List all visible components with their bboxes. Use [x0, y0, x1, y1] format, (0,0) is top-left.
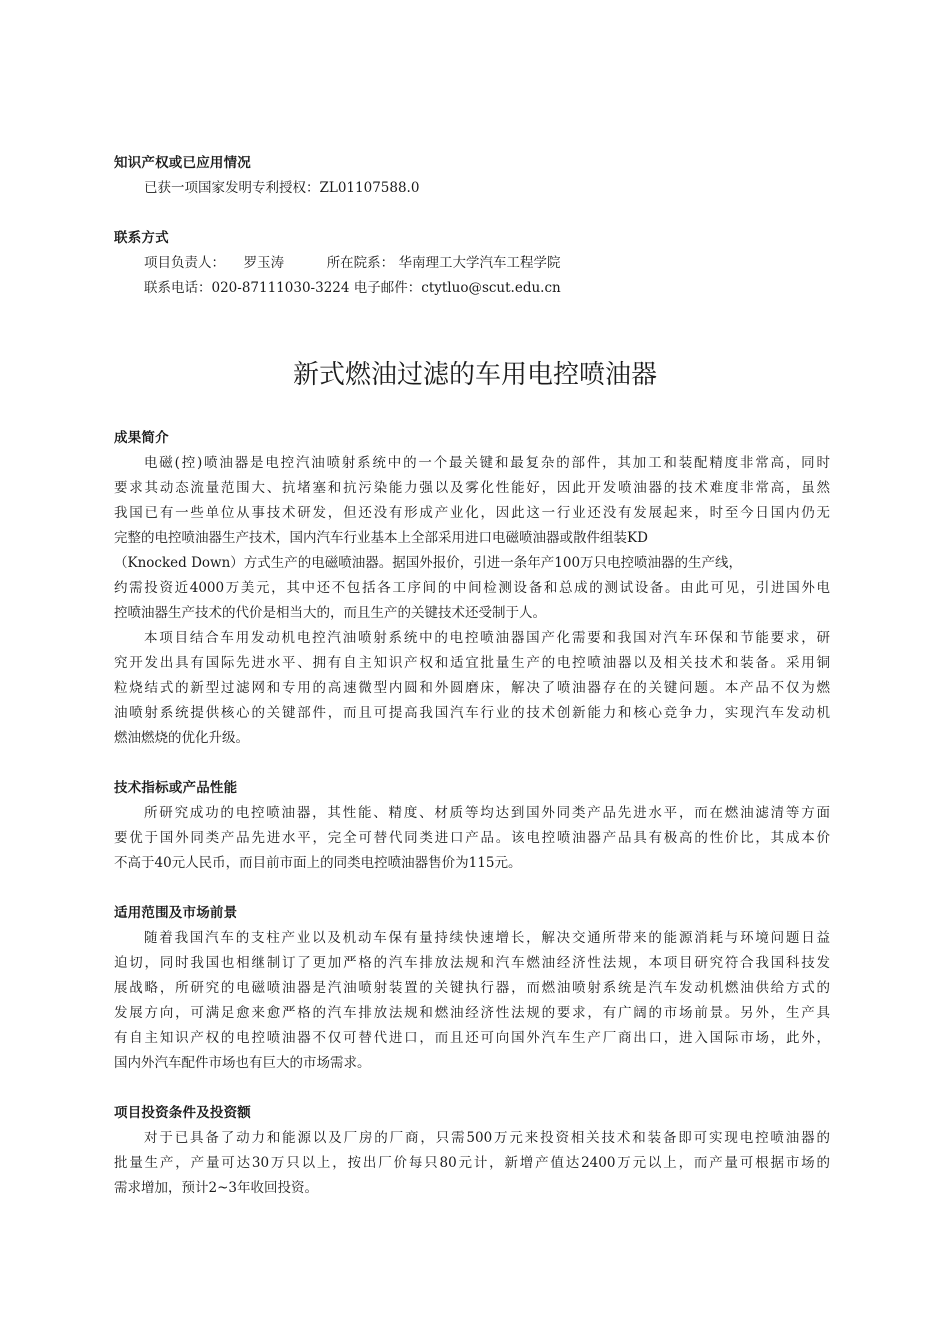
paragraph-line: 本项目结合车用发动机电控汽油喷射系统中的电控喷油器国产化需要和我国对汽车环保和节能要求，研 — [144, 630, 830, 646]
paragraph-line: 电磁(控)喷油器是电控汽油喷射系统中的一个最关键和最复杂的部件，其加工和装配精度非常高，同时 — [144, 455, 830, 471]
paragraph-line: 随着我国汽车的支柱产业以及机动车保有量持续快速增长，解决交通所带来的能源消耗与环境问题日益 — [144, 930, 830, 946]
paragraph-line: 国内外汽车配件市场也有巨大的市场需求。 — [114, 1055, 371, 1071]
paragraph-line: 约需投资近4000万美元，其中还不包括各工序间的中间检测设备和总成的测试设备。由此可见，引进国外电 — [114, 580, 830, 596]
section-heading-tech: 技术指标或产品性能 — [114, 780, 238, 796]
paragraph-line: 发展方向，可满足愈来愈严格的汽车排放法规和燃油经济性法规的要求，有广阔的市场前景。另外，生产具 — [114, 1005, 830, 1021]
paragraph-line: 究开发出具有国际先进水平、拥有自主知识产权和适宜批量生产的电控喷油器以及相关技术和装备。采用铜 — [114, 655, 830, 671]
contact-leader-line — [144, 255, 560, 271]
contact-phone-line — [144, 280, 561, 296]
page-title: 新式燃油过滤的车用电控喷油器 — [292, 360, 657, 390]
paragraph-line: 要优于国外同类产品先进水平，完全可替代同类进口产品。该电控喷油器产品具有极高的性价比，其成本价 — [114, 830, 830, 846]
section-heading-contact: 联系方式 — [114, 230, 169, 246]
paragraph-line: 不高于40元人民币，而目前市面上的同类电控喷油器售价为115元。 — [114, 855, 522, 871]
paragraph-line: 所研究成功的电控喷油器，其性能、精度、材质等均达到国外同类产品先进水平，而在燃油滤清等方面 — [144, 805, 830, 821]
paragraph-line: 我国已有一些单位从事技术研发，但还没有形成产业化，因此这一行业还没有发展起来，时至今日国内仍无 — [114, 505, 830, 521]
paragraph-line: 燃油燃烧的优化升级。 — [114, 730, 249, 746]
phone-label: 联系电话： — [144, 280, 212, 296]
section-heading-market: 适用范围及市场前景 — [114, 905, 238, 921]
paragraph-line: 有自主知识产权的电控喷油器不仅可替代进口，而且还可向国外汽车生产厂商出口，进入国际市场，此外， — [114, 1030, 830, 1046]
dept-name: 华南理工大学汽车工程学院 — [398, 255, 561, 271]
leader-label: 项目负责人： — [144, 255, 225, 271]
dept-label: 所在院系： — [326, 255, 395, 271]
paragraph-line: 油喷射系统提供核心的关键部件，而且可提高我国汽车行业的技术创新能力和核心竞争力，实现汽车发动机 — [114, 705, 830, 721]
section-heading-summary: 成果简介 — [114, 430, 169, 446]
paragraph-line: 粒烧结式的新型过滤网和专用的高速微型内圆和外圆磨床，解决了喷油器存在的关键问题。本产品不仅为燃 — [114, 680, 830, 696]
paragraph-line: 完整的电控喷油器生产技术，国内汽车行业基本上全部采用进口电磁喷油器或散件组装KD — [114, 530, 648, 546]
paragraph-line: 要求其动态流量范围大、抗堵塞和抗污染能力强以及雾化性能好，因此开发喷油器的技术难度非常高，虽然 — [114, 480, 830, 496]
leader-name: 罗玉涛 — [243, 255, 285, 271]
ip-text: 已获一项国家发明专利授权：ZL01107588.0 — [144, 180, 420, 196]
paragraph-line: 需求增加，预计2~3年收回投资。 — [114, 1180, 318, 1196]
paragraph-line: 批量生产，产量可达30万只以上，按出厂价每只80元计，新增产值达2400万元以上，而产量可根据市场的 — [114, 1155, 830, 1171]
paragraph-line: 迫切，同时我国也相继制订了更加严格的汽车排放法规和汽车燃油经济性法规，本项目研究符合我国科技发 — [114, 955, 830, 971]
paragraph-line: 展战略，所研究的电磁喷油器是汽油喷射装置的关键执行器，而燃油喷射系统是汽车发动机燃油供给方式的 — [114, 980, 830, 996]
email-label: 电子邮件： — [353, 280, 422, 296]
section-heading-invest: 项目投资条件及投资额 — [114, 1105, 251, 1121]
paragraph-line: 对于已具备了动力和能源以及厂房的厂商，只需500万元来投资相关技术和装备即可实现电控喷油器的 — [144, 1130, 830, 1146]
paragraph-line: （Knocked Down）方式生产的电磁喷油器。据国外报价，引进一条年产100万只电控喷油器的生产线， — [114, 555, 743, 571]
phone-value: 020-87111030-3224 — [211, 280, 350, 296]
email-value: ctytluo@scut.edu.cn — [421, 280, 561, 296]
section-heading-ip: 知识产权或已应用情况 — [114, 155, 251, 171]
paragraph-line: 控喷油器生产技术的代价是相当大的，而且生产的关键技术还受制于人。 — [114, 605, 546, 621]
